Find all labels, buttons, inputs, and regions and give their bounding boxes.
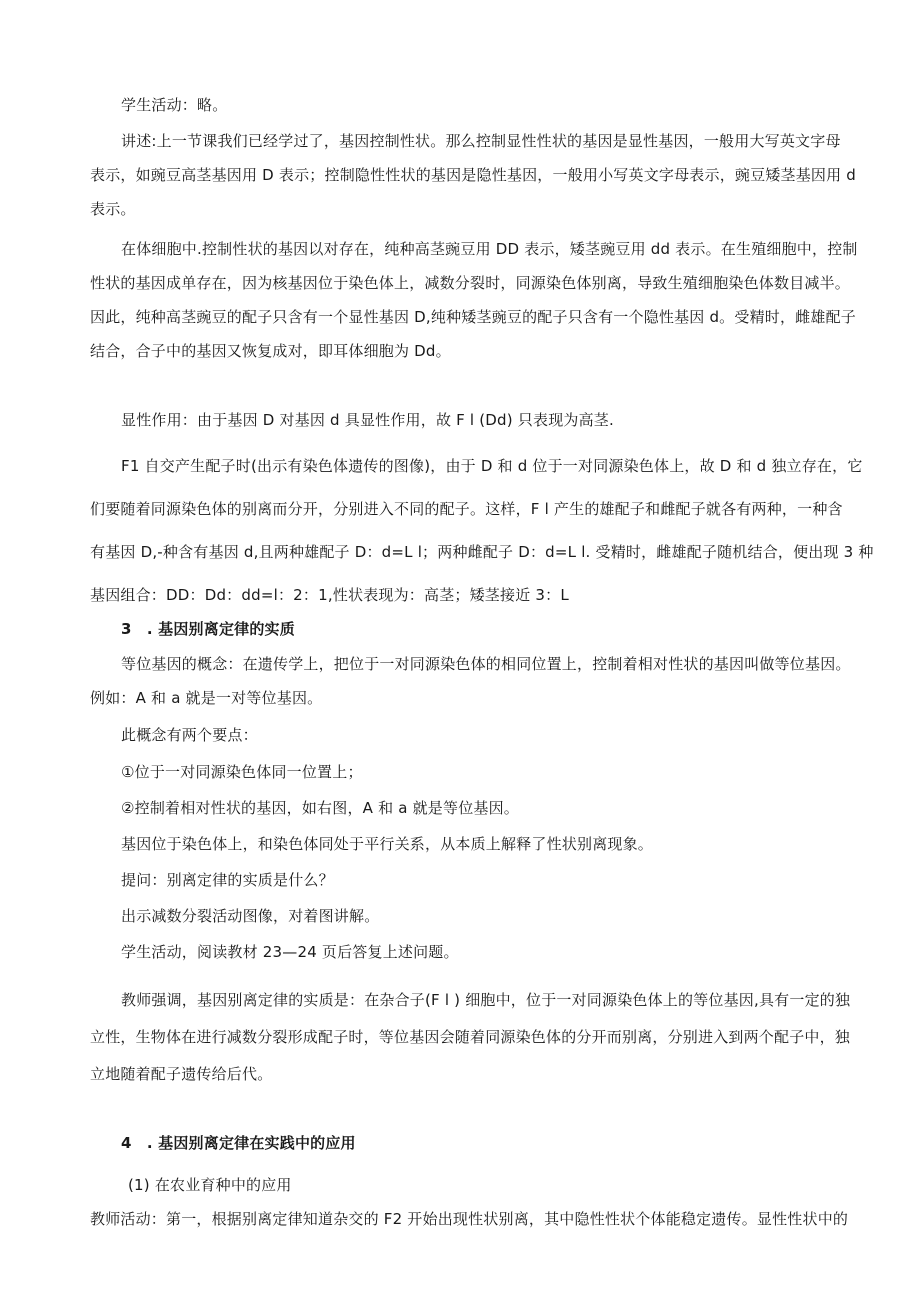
text-line: 基因位于染色体上，和染色体同处于平行关系，从本质上解释了性状别离现象。 [121, 835, 654, 853]
text-line: 出示减数分裂活动图像，对着图讲解。 [121, 907, 380, 925]
lecture-paragraph [90, 124, 861, 226]
key-point-2 [90, 791, 861, 825]
section-heading-3 [90, 612, 861, 646]
text-line: 性状的基因成单存在，因为核基因位于染色体上，减数分裂时，同源染色体别离，导致生殖细胞染色体数目减半。 [90, 274, 851, 292]
text-line: 立地随着配子遗传给后代。 [90, 1065, 273, 1083]
key-points-intro [90, 718, 861, 752]
text-line: ②控制着相对性状的基因，如右图，A 和 a 就是等位基因。 [121, 799, 520, 817]
show-image-paragraph [90, 899, 861, 933]
teacher-activity-paragraph [90, 1202, 849, 1236]
heading-text: (1) 在农业育种中的应用 [128, 1176, 292, 1194]
text-line: ①位于一对同源染色体同一位置上； [121, 763, 363, 781]
heading-text: 4 . 基因别离定律在实践中的应用 [121, 1134, 356, 1152]
text-line: 教师强调，基因别离定律的实质是：在杂合子(F l ) 细胞中，位于一对同源染色体上的等位基因,具有一定的独 [121, 991, 851, 1009]
text-line: F1 自交产生配子时(出示有染色体遗传的图像)，由于 D 和 d 位于一对同源染色体上，故 D 和 d 独立存在，它 [121, 457, 863, 475]
question-paragraph [90, 863, 861, 897]
text-line: 立性，生物体在进行减数分裂形成配子时，等位基因会随着同源染色体的分开而别离，分别进入到两个配子中，独 [90, 1028, 851, 1046]
text-line: 有基因 D,-种含有基因 d,且两种雄配子 D：d=L l；两种雌配子 D：d=L l. 受精时，雌雄配子随机结合，便出现 3 种 [90, 543, 874, 561]
text-line: 在体细胞中.控制性状的基因以对存在，纯种高茎豌豆用 DD 表示，矮茎豌豆用 dd 表示。在生殖细胞中，控制 [121, 240, 858, 258]
section-heading-4 [90, 1126, 861, 1160]
text-line: 教师活动：第一，根据别离定律知道杂交的 F2 开始出现性状别离，其中隐性性状个体能稳定遗传。显性性状中的 [90, 1210, 849, 1228]
text-line: 结合，合子中的基因又恢复成对，即耳体细胞为 Dd。 [90, 342, 451, 360]
text-line: 讲述:上一节课我们已经学过了，基因控制性状。那么控制显性性状的基因是显性基因，一般用大写英文字母 [121, 132, 841, 150]
subsection-heading-1 [90, 1168, 868, 1202]
text-line: 显性作用：由于基因 D 对基因 d 具显性作用，故 F l (Dd) 只表现为高茎. [121, 411, 614, 429]
text-line: 等位基因的概念：在遗传学上，把位于一对同源染色体的相同位置上，控制着相对性状的基因叫做等位基因。 [121, 655, 851, 673]
key-point-1 [90, 755, 861, 789]
student-activity-2 [90, 935, 861, 969]
allele-concept-paragraph [90, 647, 861, 715]
text-line: 基因组合：DD：Dd：dd=l：2：1,性状表现为：高茎；矮茎接近 3：L [90, 586, 569, 604]
text-line: 因此，纯种高茎豌豆的配子只含有一个显性基因 D,纯种矮茎豌豆的配子只含有一个隐性基因 d。受精时，雌雄配子 [90, 308, 856, 326]
text-line: 提问：别离定律的实质是什么？ [121, 871, 334, 889]
teacher-emphasis-paragraph [90, 983, 861, 1091]
text-line: 学生活动，阅读教材 23—24 页后答复上述问题。 [121, 943, 459, 961]
somatic-cell-paragraph [90, 232, 861, 368]
text-line: 表示，如豌豆高茎基因用 D 表示；控制隐性性状的基因是隐性基因，一般用小写英文字母表示，豌豆矮茎基因用 d [90, 166, 856, 184]
text-line: 例如：A 和 a 就是一对等位基因。 [90, 689, 323, 707]
text-line: 学生活动：略。 [121, 96, 228, 114]
student-activity-1 [90, 88, 861, 122]
text-line: 此概念有两个要点： [121, 726, 258, 744]
gene-chromosome-paragraph [90, 827, 861, 861]
f1-selfing-paragraph [90, 449, 874, 612]
text-line: 表示。 [90, 200, 136, 218]
text-line: 们要随着同源染色体的别离而分开，分别进入不同的配子。这样，F l 产生的雄配子和雌配子就各有两种，一种含 [90, 500, 843, 518]
dominance-paragraph [90, 403, 861, 437]
heading-text: 3 . 基因别离定律的实质 [121, 620, 295, 638]
